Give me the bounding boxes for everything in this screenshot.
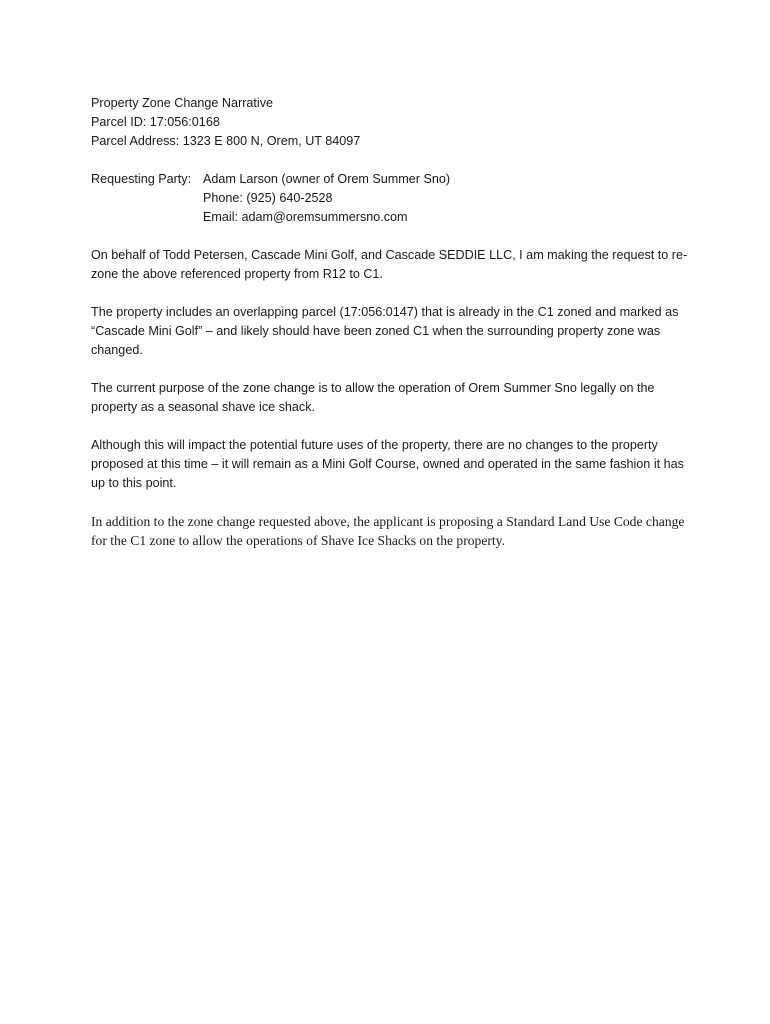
paragraph-behalf: On behalf of Todd Petersen, Cascade Mini Golf, and Cascade SEDDIE LLC, I am making the request to re-zone the above referenced property from R12 to C1. <box>91 248 688 281</box>
paragraph-future-uses: Although this will impact the potential future uses of the property, there are no changes to the property proposed at this time – it will remain as a Mini Golf Course, owned and operated in the same fashion it has up to this point. <box>91 438 684 490</box>
paragraph-overlapping-parcel: The property includes an overlapping parcel (17:056:0147) that is already in the C1 zoned and marked as “Cascade Mini Golf” – and likely should have been zoned C1 when the surrounding property zone was changed. <box>91 305 679 357</box>
document-body <box>91 94 691 569</box>
requesting-party-name: Adam Larson (owner of Orem Summer Sno) <box>203 172 451 186</box>
requesting-party-phone: Phone: (925) 640-2528 <box>203 191 333 205</box>
requesting-party-email: Email: adam@oremsummersno.com <box>203 210 408 224</box>
parcel-id: Parcel ID: 17:056:0168 <box>91 115 220 129</box>
requesting-party-label: Requesting Party: <box>91 172 192 186</box>
parcel-address: Parcel Address: 1323 E 800 N, Orem, UT 84097 <box>91 134 361 148</box>
requesting-party-block <box>91 170 691 227</box>
document-header <box>91 94 691 151</box>
paragraph-purpose: The current purpose of the zone change is to allow the operation of Orem Summer Sno legally on the property as a seasonal shave ice shack. <box>91 381 655 414</box>
document-title: Property Zone Change Narrative <box>91 96 274 110</box>
requesting-party-line <box>91 170 691 189</box>
paragraph-land-use-code: In addition to the zone change requested above, the applicant is proposing a Standard Land Use Code change for the C1 zone to allow the operations of Shave Ice Shacks on the property. <box>91 514 685 548</box>
